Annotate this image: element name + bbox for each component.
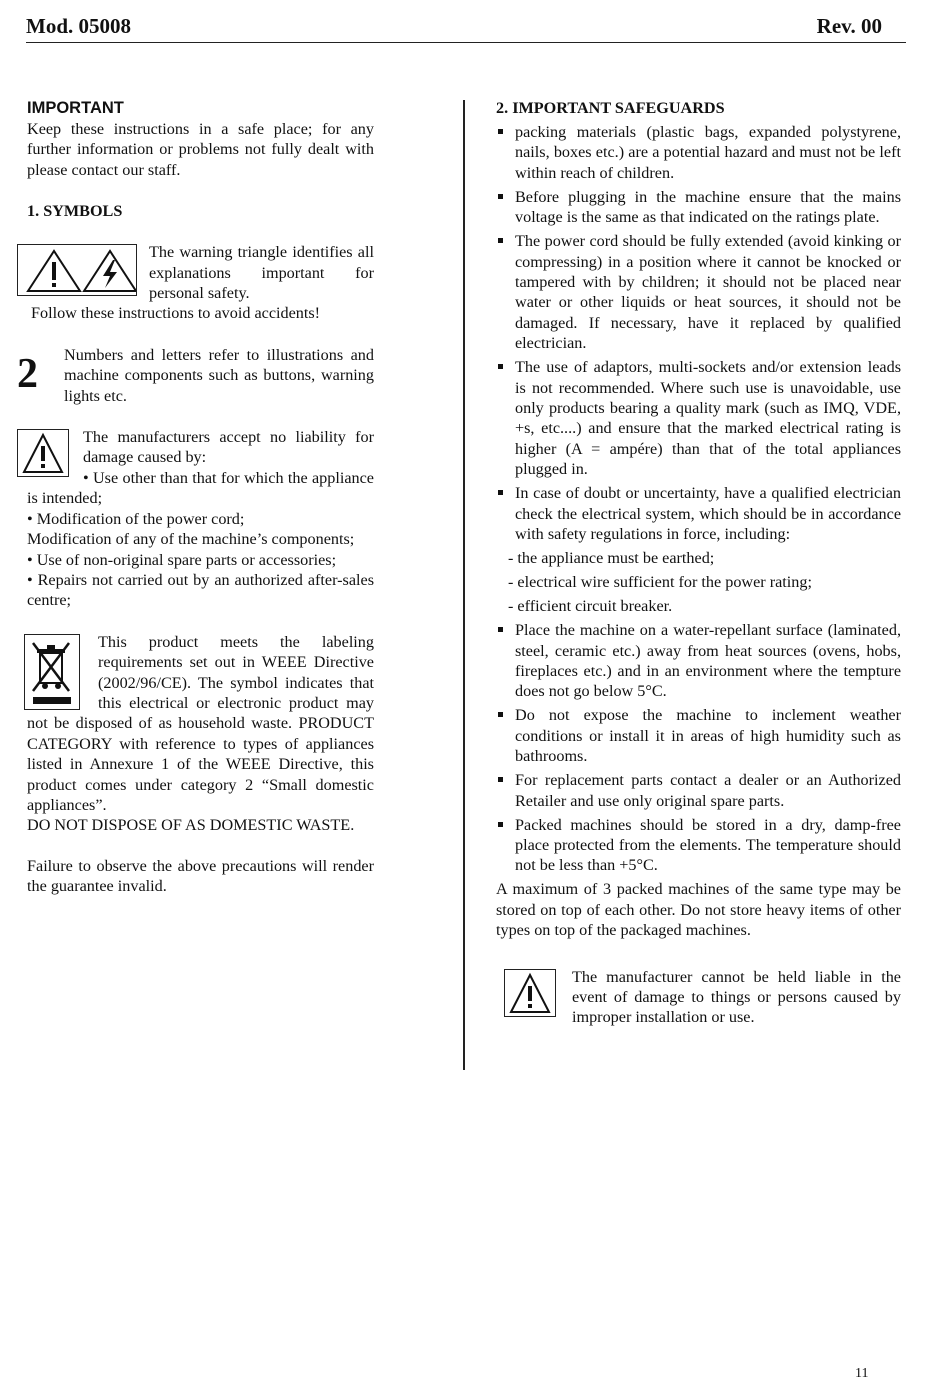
warning-triangle-text: The warning triangle identifies all explanations important for personal safety. <box>149 243 374 303</box>
do-not-dispose: DO NOT DISPOSE OF AS DOMESTIC WASTE. <box>27 816 355 835</box>
revision-number: Rev. 00 <box>816 14 882 38</box>
bullet-square-icon <box>498 712 503 717</box>
requirement-item: - electrical wire sufficient for the power rating; <box>508 573 812 592</box>
bullet-square-icon <box>498 777 503 782</box>
safeguard-item: The use of adaptors, multi-sockets and/or extension leads is not recommended. Where such use is unavoidable, use only products bearing a quality mark (such as IMQ, VDE, +s, etc....) and ensure that the marked electrical rating is higher (A = ampére) than that of the total appliances plugged in. <box>496 357 901 479</box>
numbers-text: Numbers and letters refer to illustrations and machine components such as buttons, warning lights etc. <box>64 345 374 405</box>
safeguard-item: packing materials (plastic bags, expanded polystyrene, nails, boxes etc.) are a potential hazard and must not be left within reach of children. <box>496 122 901 183</box>
warning-electric-icon <box>17 244 137 296</box>
liability-item: • Repairs not carried out by an authorized after-sales centre; <box>27 570 374 610</box>
safeguard-item: Do not expose the machine to inclement weather conditions or install it in areas of high humidity such as bathrooms. <box>496 705 901 766</box>
safeguard-item: The power cord should be fully extended (avoid kinking or compressing) in a position where it cannot be knocked or tampered with by children; it should not be placed near water or other liquids or heat sources, it should not be damaged. If necessary, have it replaced by qualified electrician. <box>496 231 901 353</box>
safeguard-item: Place the machine on a water-repellant surface (laminated, steel, ceramic etc.) away from heat sources (ovens, hobs, fireplaces etc.) and in an environment where the tempture does not go below 5°C. <box>496 620 901 702</box>
weee-text: This product meets the labeling requirements set out in WEEE Directive (2002/96/CE). The symbol indicates that this electrical or electronic product may not be disposed of as household waste. PRODUCT CATEGORY with reference to types of appliances listed in Annexure 1 of the WEEE Directive, this product comes under category 2 “Small domestic appliances”. <box>27 632 374 814</box>
model-number: Mod. 05008 <box>26 14 131 38</box>
bullet-square-icon <box>498 490 503 495</box>
weee-block <box>27 632 374 836</box>
numbers-block <box>17 345 374 406</box>
liability-intro: The manufacturers accept no liability for damage caused by: <box>83 428 374 467</box>
liability-block <box>27 427 374 611</box>
bullet-square-icon <box>498 194 503 199</box>
number-symbol: 2 <box>17 350 38 397</box>
stacking-text: A maximum of 3 packed machines of the same type may be stored on top of each other. Do not store heavy items of other types on top of the packaged machines. <box>496 880 901 940</box>
page-header <box>26 14 906 43</box>
important-text: Keep these instructions in a safe place; for any further information or problems not fully dealt with please contact our staff. <box>27 120 374 179</box>
safeguards-heading: 2. IMPORTANT SAFEGUARDS <box>496 99 725 117</box>
bullet-square-icon <box>498 627 503 632</box>
follow-text: Follow these instructions to avoid accidents! <box>31 304 321 323</box>
warning-icon <box>17 429 69 477</box>
column-divider <box>463 100 465 1070</box>
warning-triangle-block <box>27 242 374 303</box>
safeguard-item: Packed machines should be stored in a dry, damp-free place protected from the elements. The temperature should not be less than +5°C. <box>496 815 901 876</box>
liability-item: • Use other than that for which the appliance is intended; <box>27 468 374 508</box>
safeguard-item: In case of doubt or uncertainty, have a qualified electrician check the electrical system, which should be in accordance with safety regulations in force, including: <box>496 483 901 544</box>
symbols-heading: 1. SYMBOLS <box>27 202 123 221</box>
important-heading: IMPORTANT <box>27 99 124 117</box>
manufacturer-block <box>496 967 901 1028</box>
safeguard-item: Before plugging in the machine ensure that the mains voltage is the same as that indicated on the ratings plate. <box>496 187 901 228</box>
safeguard-item: For replacement parts contact a dealer or an Authorized Retailer and use only original spare parts. <box>496 770 901 811</box>
warning-icon <box>504 969 556 1017</box>
bullet-square-icon <box>498 822 503 827</box>
liability-item: • Modification of the power cord; <box>27 509 245 528</box>
bullet-square-icon <box>498 364 503 369</box>
page-number: 11 <box>855 1366 869 1381</box>
liability-item: • Use of non-original spare parts or accessories; <box>27 550 337 569</box>
crossed-bin-icon <box>24 634 80 710</box>
liability-item: Modification of any of the machine’s components; <box>27 530 355 549</box>
failure-text: Failure to observe the above precautions will render the guarantee invalid. <box>27 856 374 896</box>
requirement-item: - the appliance must be earthed; <box>508 549 715 568</box>
manufacturer-text: The manufacturer cannot be held liable in the event of damage to things or persons caused by improper installation or use. <box>572 967 901 1027</box>
left-column <box>17 98 374 897</box>
requirement-item: - efficient circuit breaker. <box>508 597 673 616</box>
right-column <box>496 98 901 1028</box>
bullet-square-icon <box>498 129 503 134</box>
bullet-square-icon <box>498 238 503 243</box>
